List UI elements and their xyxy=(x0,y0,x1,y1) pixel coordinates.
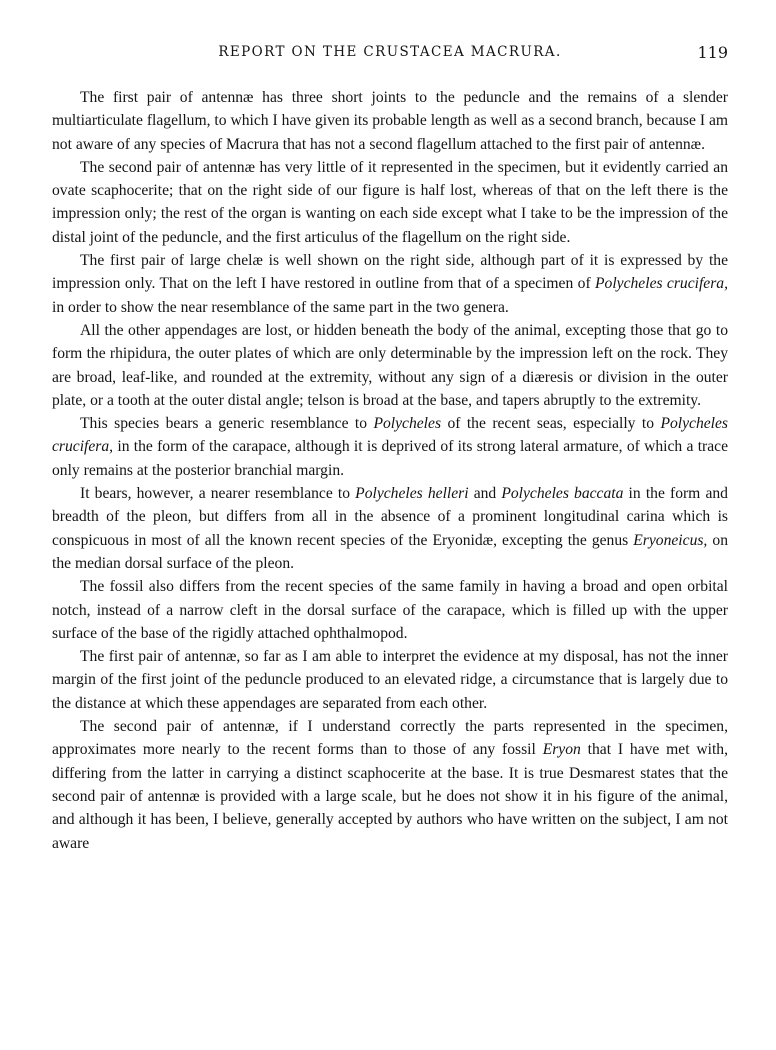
paragraph xyxy=(52,412,728,482)
taxon-name: Polycheles crucifera, xyxy=(595,275,728,293)
text-run: on the median dorsal surface of the pleon. xyxy=(52,531,728,572)
text-run: All the other appendages are lost, or hidden beneath the body of the animal, excepting those that go to form the rhipidura, the outer plates of which are only determinable by the impression left on the rock. They are broad, leaf-like, and rounded at the extremity, without any sign of a diæresis or division in the outer plate, or a tooth at the outer distal angle; telson is broad at the base, and tapers abruptly to the extremity. xyxy=(52,321,728,409)
text-run: This species bears a generic resemblance to xyxy=(80,415,374,433)
paragraph xyxy=(52,319,728,412)
page-number: 119 xyxy=(697,43,728,62)
paragraph xyxy=(52,482,728,575)
paragraph xyxy=(52,86,728,156)
body-text xyxy=(52,86,728,855)
paragraph xyxy=(52,156,728,249)
text-run: The first pair of antennæ, so far as I am able to interpret the evidence at my disposal, has not the inner margin of the first joint of the peduncle produced to an elevated ridge, a circumstance that is largely due to the distance at which these appendages are separated from each other. xyxy=(52,648,728,712)
text-run: in the form and breadth of the pleon, but differs from all in the absence of a prominent longitudinal carina which is conspicuous in most of all the known recent species of the Eryonidæ, excepting the genus xyxy=(52,485,728,549)
taxon-name: Eryoneicus, xyxy=(633,531,708,549)
taxon-name: Polycheles helleri xyxy=(355,485,469,503)
running-title: REPORT ON THE CRUSTACEA MACRURA. xyxy=(218,44,562,60)
text-run: The second pair of antennæ has very little of it represented in the specimen, but it evidently carried an ovate scaphocerite; that on the right side of our figure is half lost, whereas of that on the left there is the impression only; the rest of the organ is wanting on each side except what I take to be the impression of the distal joint of the peduncle, and the first articulus of the flagellum on the right side. xyxy=(52,158,728,246)
text-run: The second pair of antennæ, if I understand correctly the parts represented in the specimen, approximates more nearly to the recent forms than to those of any fossil xyxy=(52,718,728,759)
taxon-name: Polycheles xyxy=(373,415,442,433)
text-run: in order to show the near resemblance of the same part in the two genera. xyxy=(52,298,509,316)
text-run: in the form of the carapace, although it is deprived of its strong lateral armature, of which a trace only remains at the posterior branchial margin. xyxy=(52,438,728,479)
text-run: and xyxy=(473,485,502,503)
text-run: It bears, however, a nearer resemblance to xyxy=(80,485,356,503)
taxon-name: Polycheles baccata xyxy=(501,485,624,503)
paragraph xyxy=(52,575,728,645)
paragraph xyxy=(52,249,728,319)
text-run: The fossil also differs from the recent species of the same family in having a broad and open orbital notch, instead of a narrow cleft in the dorsal surface of the carapace, which is filled up with the upper surface of the base of the rigidly attached ophthalmopod. xyxy=(52,578,728,642)
text-run: of the recent seas, especially to xyxy=(447,415,661,433)
paragraph xyxy=(52,645,728,715)
running-header xyxy=(52,44,728,66)
taxon-name: Polycheles crucifera, xyxy=(52,415,728,456)
paragraph xyxy=(52,715,728,855)
text-run: that I have met with, differing from the latter in carrying a distinct scaphocerite at the base. It is true Desmarest states that the second pair of antennæ is provided with a large scale, but he does not show it in his figure of the animal, and although it has been, I believe, generally accepted by authors who have written on the subject, I am not aware xyxy=(52,741,728,852)
text-run: The first pair of antennæ has three short joints to the peduncle and the remains of a slender multiarticulate flagellum, to which I have given its probable length as well as a second branch, because I am not aware of any species of Macrura that has not a second flagellum attached to the first pair of antennæ. xyxy=(52,89,728,153)
taxon-name: Eryon xyxy=(542,741,581,759)
text-run: The first pair of large chelæ is well shown on the right side, although part of it is expressed by the impression only. That on the left I have restored in outline from that of a specimen of xyxy=(52,252,728,293)
